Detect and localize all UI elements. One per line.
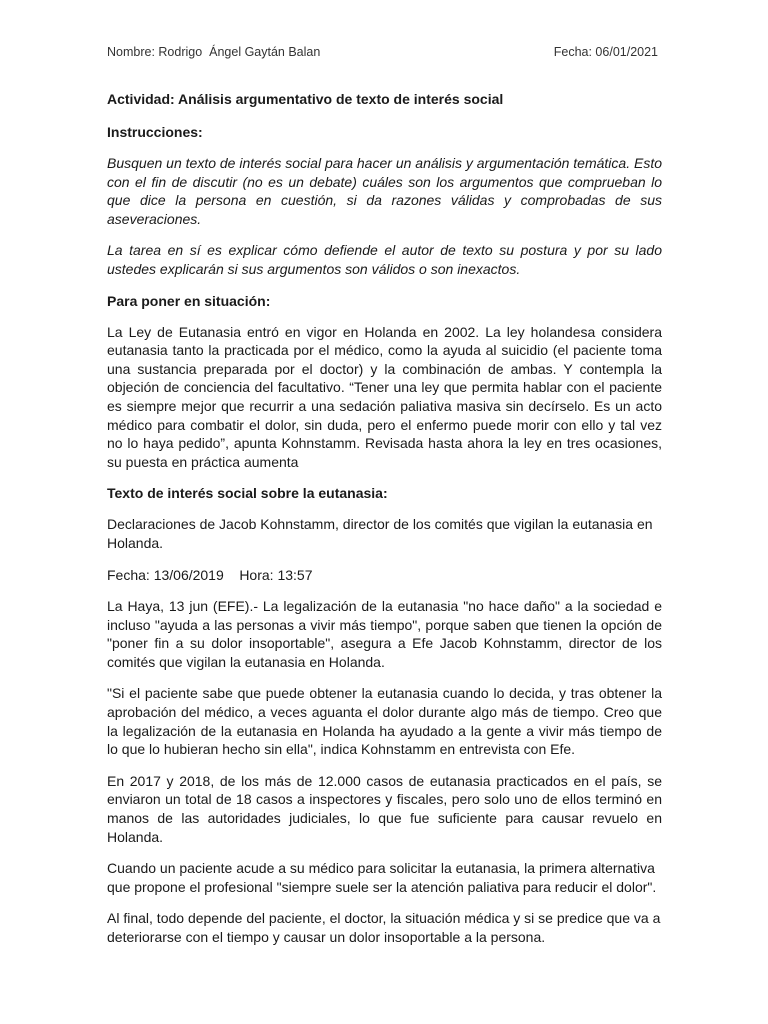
document-date: Fecha: 06/01/2021 [553,45,658,59]
social-text-intro: Declaraciones de Jacob Kohnstamm, director de los comités que vigilan la eutanasia en Holanda. [107,516,653,551]
social-text-paragraph-3: En 2017 y 2018, de los más de 12.000 casos de eutanasia practicados en el país, se enviaron un total de 18 casos a inspectores y fiscales, pero solo uno de ellos terminó en manos de las autoridades judiciales, lo que fue suficiente para causar revuelo en Holanda. [107,772,662,845]
social-text-paragraph-4: Cuando un paciente acude a su médico para solicitar la eutanasia, la primera alternativa que propone el profesional "siempre suele ser la atención paliativa para reducir el dolor". [107,860,657,895]
instructions-paragraph-2: La tarea en sí es explicar cómo defiende el autor de texto su postura y por su lado ustedes explicarán si sus argumentos son válidos o son inexactos. [107,242,662,277]
social-text-heading-text: Texto de interés social sobre la eutanasia [107,485,383,502]
social-text-paragraph-1: La Haya, 13 jun (EFE).- La legalización de la eutanasia "no hace daño" a la sociedad e incluso "ayuda a las personas a vivir más tiempo", porque saben que tienen la opción de "poner fin a su dolor insoportable", asegura a Efe Jacob Kohnstamm, director de los comités que vigilan la eutanasia en Holanda. [107,598,662,670]
instructions-paragraph-1: Busquen un texto de interés social para hacer un análisis y argumentación temática. Esto con el fin de discutir (no es un debate) cuáles son los argumentos que comprueban lo que dice la persona en cuestión, si da razones válidas y comprobadas de sus aseveraciones. [107,155,662,227]
student-name: Nombre: Rodrigo Ángel Gaytán Balan [107,45,321,59]
situation-heading: Para poner en situación: [107,292,271,309]
social-text-heading [107,484,662,502]
instructions-heading: Instrucciones: [107,124,203,140]
social-text-datetime: Fecha: 13/06/2019 Hora: 13:57 [107,566,313,583]
document-header [107,43,662,61]
activity-title: Actividad: Análisis argumentativo de texto de interés social [107,91,504,107]
social-text-paragraph-2: "Si el paciente sabe que puede obtener la eutanasia cuando lo decida, y tras obtener la aprobación del médico, a veces aguanta el dolor durante algo más de tiempo. Creo que la legalización de la eutanasia en Holanda ha ayudado a la gente a vivir más tiempo de lo que lo hubieran hecho sin ella", indica Kohnstamm en entrevista con Efe. [107,685,662,758]
social-text-heading-colon: : [382,485,388,502]
social-text-paragraph-5: Al final, todo depende del paciente, el doctor, la situación médica y si se predice que va a deteriorarse con el tiempo y causar un dolor insoportable a la persona. [107,910,661,945]
situation-paragraph: La Ley de Eutanasia entró en vigor en Holanda en 2002. La ley holandesa considera eutanasia tanto la practicada por el médico, como la ayuda al suicidio (el paciente toma una sustancia preparada por el doctor) y la combinación de ambas. Y contempla la objeción de conciencia del facultativo. “Tener una ley que permita hablar con el paciente es siempre mejor que recurrir a una sedación paliativa masiva sin decírselo. Es un acto médico para combatir el dolor, sin duda, pero el enfermo puede morir con ello y tal vez no lo haya pedido”, apunta Kohnstamm. Revisada hasta ahora la ley en tres ocasiones, su puesta en práctica aumenta [107,323,662,470]
